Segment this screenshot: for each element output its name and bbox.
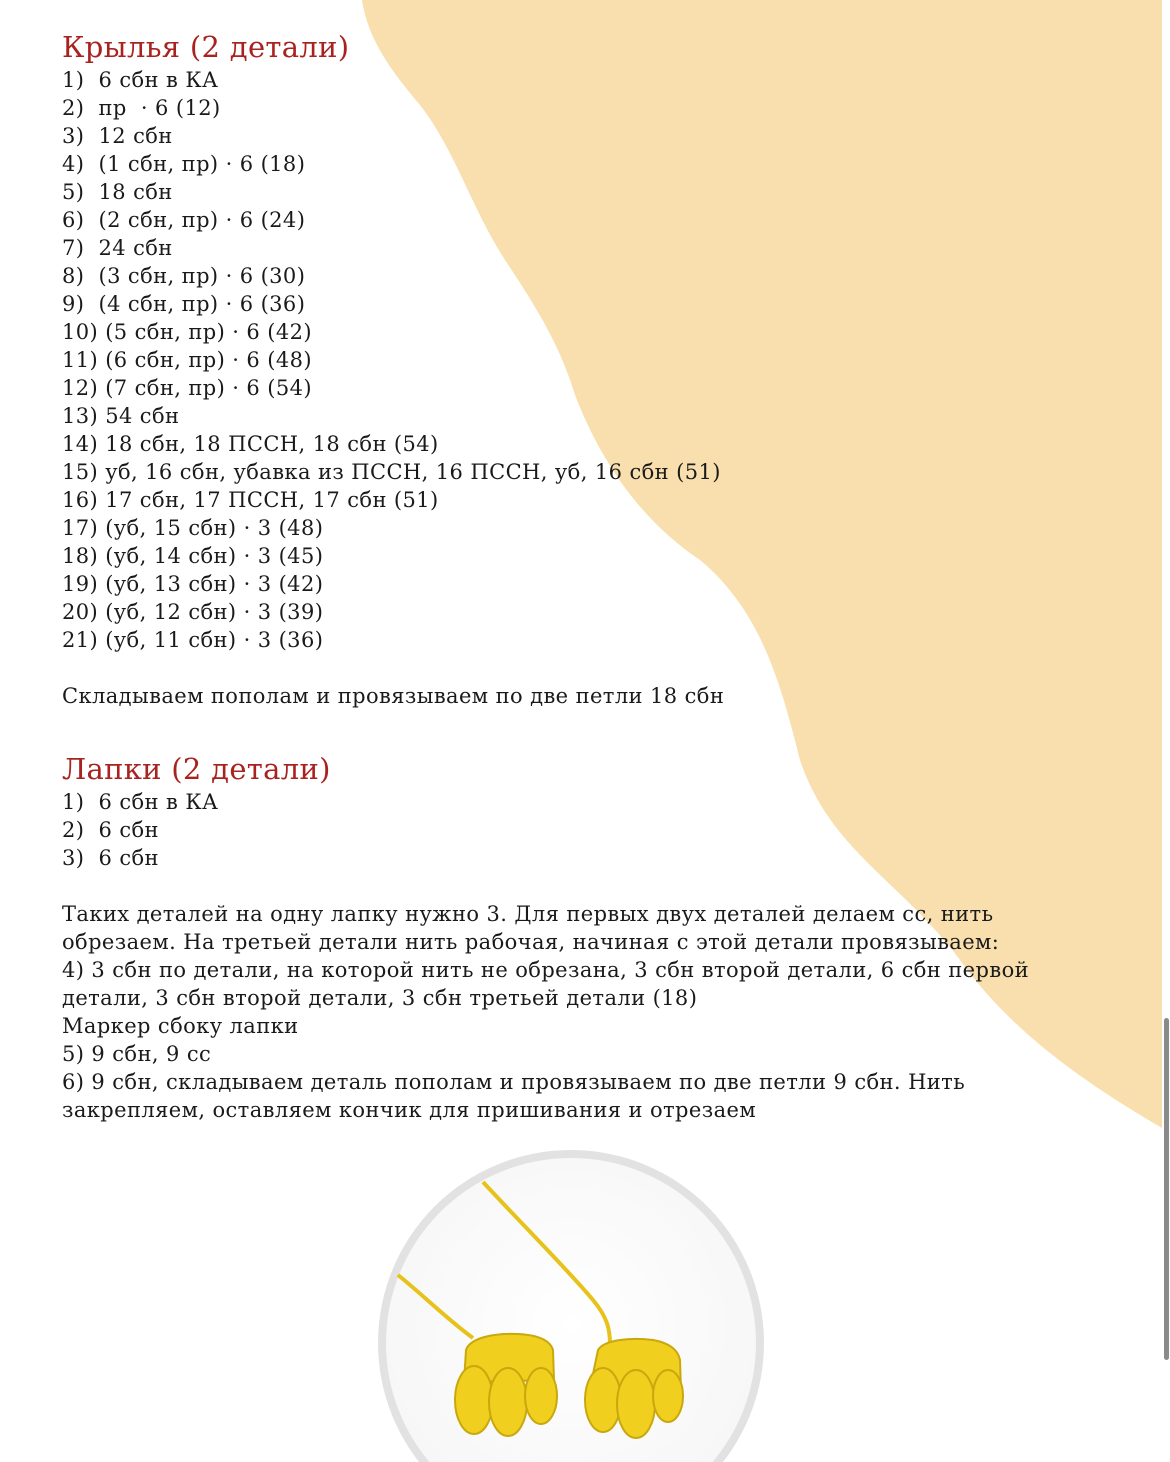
- wings-row: 2) пр · 6 (12): [62, 96, 221, 120]
- wings-note-line: Складываем пополам и провязываем по две петли 18 сбн: [62, 684, 725, 708]
- paws-row: 1) 6 сбн в КА: [62, 790, 219, 814]
- wings-row: 17) (уб, 15 сбн) · 3 (48): [62, 516, 324, 540]
- wings-row: 9) (4 сбн, пр) · 6 (36): [62, 292, 306, 316]
- wings-row: 12) (7 сбн, пр) · 6 (54): [62, 376, 312, 400]
- paws-instruction-line: 6) 9 сбн, складываем деталь пополам и провязываем по две петли 9 сбн. Нить: [62, 1070, 966, 1094]
- paws-instruction-line: Таких деталей на одну лапку нужно 3. Для первых двух деталей делаем сс, нить: [62, 902, 994, 926]
- paws-instruction-line: обрезаем. На третьей детали нить рабочая, начиная с этой детали провязываем:: [62, 930, 1000, 954]
- wings-row: 16) 17 сбн, 17 ПССН, 17 сбн (51): [62, 488, 439, 512]
- wings-row: 18) (уб, 14 сбн) · 3 (45): [62, 544, 324, 568]
- wings-row: 5) 18 сбн: [62, 180, 173, 204]
- yarn-tail-right: [483, 1182, 610, 1345]
- wings-note: [62, 682, 1152, 710]
- wings-row: 10) (5 сбн, пр) · 6 (42): [62, 320, 312, 344]
- wings-row: 3) 12 сбн: [62, 124, 173, 148]
- paws-row: 3) 6 сбн: [62, 846, 159, 870]
- wings-row: 21) (уб, 11 сбн) · 3 (36): [62, 628, 324, 652]
- wings-title: Крылья (2 детали): [62, 30, 350, 64]
- wings-rows-list: [62, 66, 1152, 654]
- pattern-content: [62, 28, 1152, 1124]
- paws-instructions: [62, 900, 1152, 1124]
- paws-row: 2) 6 сбн: [62, 818, 159, 842]
- crochet-paws-illustration: [378, 1150, 764, 1462]
- paws-photo: [378, 1150, 764, 1462]
- paws-instruction-line: закрепляем, оставляем кончик для пришивания и отрезаем: [62, 1098, 757, 1122]
- wings-row: 6) (2 сбн, пр) · 6 (24): [62, 208, 306, 232]
- spacer: [62, 654, 1152, 682]
- wings-row: 7) 24 сбн: [62, 236, 173, 260]
- wings-row: 8) (3 сбн, пр) · 6 (30): [62, 264, 306, 288]
- spacer: [62, 710, 1152, 750]
- paws-instruction-line: детали, 3 сбн второй детали, 3 сбн третьей детали (18): [62, 986, 698, 1010]
- scrollbar-thumb[interactable]: [1164, 1018, 1169, 1360]
- paws-title: Лапки (2 детали): [62, 752, 331, 786]
- right-paw: [585, 1339, 683, 1438]
- wings-row: 13) 54 сбн: [62, 404, 180, 428]
- wings-row: 14) 18 сбн, 18 ПССН, 18 сбн (54): [62, 432, 439, 456]
- paws-instruction-line: Маркер сбоку лапки: [62, 1014, 299, 1038]
- scrollbar[interactable]: [1162, 0, 1170, 1462]
- yarn-tail-left-upper: [398, 1275, 473, 1338]
- wings-row: 19) (уб, 13 сбн) · 3 (42): [62, 572, 324, 596]
- wings-row: 11) (6 сбн, пр) · 6 (48): [62, 348, 312, 372]
- left-paw: [455, 1334, 557, 1436]
- wings-row: 1) 6 сбн в КА: [62, 68, 219, 92]
- paws-instruction-line: 5) 9 сбн, 9 сс: [62, 1042, 212, 1066]
- wings-row: 20) (уб, 12 сбн) · 3 (39): [62, 600, 324, 624]
- wings-row: 4) (1 сбн, пр) · 6 (18): [62, 152, 306, 176]
- paws-rows-list: [62, 788, 1152, 872]
- paws-instruction-line: 4) 3 сбн по детали, на которой нить не обрезана, 3 сбн второй детали, 6 сбн первой: [62, 958, 1030, 982]
- spacer: [62, 872, 1152, 900]
- wings-row: 15) уб, 16 сбн, убавка из ПССН, 16 ПССН, уб, 16 сбн (51): [62, 460, 721, 484]
